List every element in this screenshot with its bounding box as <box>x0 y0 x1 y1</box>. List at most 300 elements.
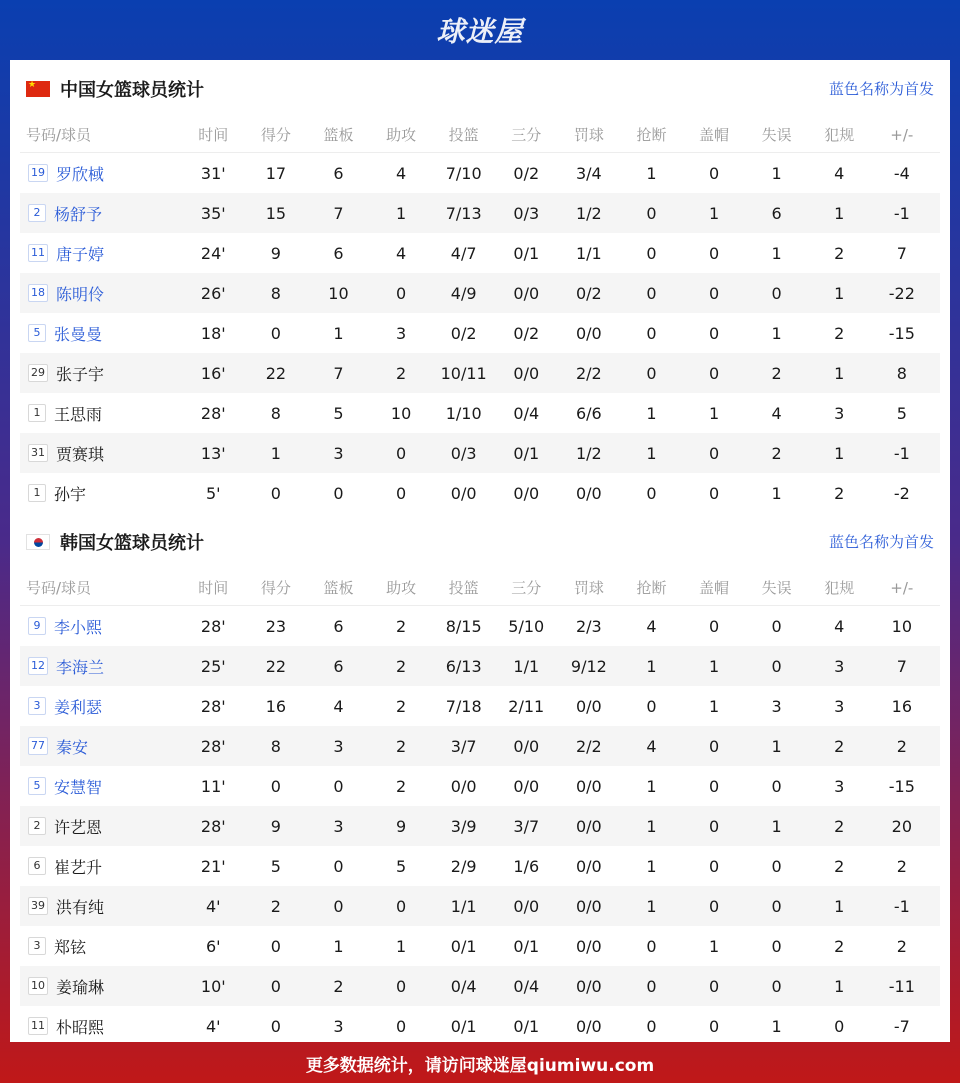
stat-cell: 0 <box>708 1016 720 1036</box>
jersey-number: 5 <box>28 777 46 795</box>
stat-cell: 6 <box>333 616 344 636</box>
stat-cell: 31' <box>200 163 226 183</box>
stat-cell: 0 <box>708 443 720 463</box>
player-cell <box>20 402 182 425</box>
player-name: 王思雨 <box>54 404 103 424</box>
stat-cell: 22 <box>265 363 287 383</box>
stat-cell: 2 <box>771 443 782 463</box>
player-row[interactable] <box>20 686 940 726</box>
stat-cell: -7 <box>893 1016 910 1036</box>
column-header: +/- <box>890 125 914 144</box>
player-name: 郑铉 <box>54 937 87 957</box>
stat-cell: 0/0 <box>513 776 540 796</box>
column-header: 抢断 <box>636 579 667 597</box>
player-row[interactable] <box>20 353 940 393</box>
column-header: 三分 <box>511 579 542 597</box>
stat-cell: 28' <box>200 736 226 756</box>
stat-cell: 2 <box>834 323 845 343</box>
stat-cell: 5 <box>333 403 344 423</box>
stat-cell: 4/9 <box>450 283 477 303</box>
stat-cell: 1 <box>771 163 782 183</box>
stat-cell: 0 <box>333 896 344 916</box>
stat-cell: 5 <box>395 856 407 876</box>
stat-cell: 0 <box>708 163 720 183</box>
stat-cell: 2/3 <box>575 616 602 636</box>
player-row[interactable] <box>20 153 940 193</box>
player-name[interactable]: 唐子婷 <box>56 244 105 264</box>
stat-cell: 0/0 <box>575 976 602 996</box>
stat-cell: 1 <box>646 656 657 676</box>
stat-cell: 1 <box>395 936 407 956</box>
stat-cell: 2 <box>834 816 845 836</box>
stat-cell: 1 <box>646 403 657 423</box>
column-header: 犯规 <box>824 126 855 144</box>
stat-cell: 0 <box>270 936 281 956</box>
player-cell <box>20 242 182 265</box>
player-name[interactable]: 姜利瑟 <box>54 697 103 717</box>
player-name[interactable]: 李海兰 <box>56 657 105 677</box>
stat-cell: -1 <box>893 203 910 223</box>
player-row[interactable] <box>20 233 940 273</box>
stat-cell: 0 <box>395 1016 407 1036</box>
stat-cell: 6/6 <box>575 403 602 423</box>
stat-cell: 1 <box>646 896 657 916</box>
player-cell <box>20 695 182 718</box>
stat-cell: 0 <box>708 283 720 303</box>
stat-cell: 2 <box>896 736 907 756</box>
stat-cell: 4 <box>646 736 657 756</box>
player-row[interactable] <box>20 846 940 886</box>
stat-cell: 2 <box>834 483 845 503</box>
stat-cell: 0 <box>646 283 657 303</box>
stat-cell: 0 <box>708 776 720 796</box>
stat-cell: 0 <box>708 856 720 876</box>
stat-cell: 18' <box>200 323 226 343</box>
stat-cell: -4 <box>893 163 910 183</box>
stat-cell: 0 <box>270 1016 281 1036</box>
stat-cell: 6 <box>333 243 344 263</box>
stat-cell: 1 <box>771 1016 782 1036</box>
stat-cell: 2 <box>395 736 407 756</box>
stat-cell: 3 <box>395 323 407 343</box>
player-cell <box>20 482 182 505</box>
stat-cell: 2 <box>395 656 407 676</box>
player-cell <box>20 615 182 638</box>
player-row[interactable] <box>20 766 940 806</box>
player-cell <box>20 162 182 185</box>
stat-cell: 11' <box>200 776 226 796</box>
stats-table <box>20 117 940 513</box>
column-header: 投篮 <box>448 126 479 144</box>
column-header: 时间 <box>198 579 229 597</box>
stat-cell: 0 <box>771 896 782 916</box>
stat-cell: 0/0 <box>575 936 602 956</box>
stat-cell: 1 <box>834 203 845 223</box>
stat-cell: 6/13 <box>445 656 482 676</box>
stats-panel <box>10 60 950 1042</box>
stat-cell: 3 <box>333 736 344 756</box>
jersey-number: 31 <box>28 444 48 462</box>
stat-cell: 0 <box>646 936 657 956</box>
site-logo: 球迷屋 <box>436 15 524 48</box>
stat-cell: 0 <box>646 976 657 996</box>
stat-cell: 0 <box>708 616 720 636</box>
stat-cell: 0/2 <box>513 163 540 183</box>
stat-cell: 4 <box>646 616 657 636</box>
stat-cell: 0/4 <box>513 976 540 996</box>
player-row[interactable] <box>20 273 940 313</box>
column-header: 号码/球员 <box>26 126 92 144</box>
player-name: 贾赛琪 <box>56 444 105 464</box>
player-row[interactable] <box>20 1006 940 1046</box>
stat-cell: 7/13 <box>445 203 482 223</box>
player-row[interactable] <box>20 313 940 353</box>
jersey-number: 29 <box>28 364 48 382</box>
stat-cell: 0 <box>771 856 782 876</box>
column-header: 犯规 <box>824 579 855 597</box>
player-name: 孙宇 <box>54 484 87 504</box>
stat-cell: 1 <box>270 443 281 463</box>
stat-cell: 0/3 <box>513 203 540 223</box>
player-cell <box>20 1015 182 1038</box>
stat-cell: 0 <box>708 323 720 343</box>
stat-cell: 0 <box>395 976 407 996</box>
player-row[interactable] <box>20 473 940 513</box>
stat-cell: 28' <box>200 816 226 836</box>
jersey-number: 2 <box>28 817 46 835</box>
stat-cell: 1 <box>771 323 782 343</box>
player-name: 张子宇 <box>56 364 105 384</box>
stat-cell: 9 <box>270 816 281 836</box>
stat-cell: 4 <box>395 243 407 263</box>
column-header: +/- <box>890 578 914 597</box>
player-row[interactable] <box>20 966 940 1006</box>
player-name[interactable]: 李小熙 <box>54 617 103 637</box>
jersey-number: 19 <box>28 164 48 182</box>
stat-cell: 3 <box>834 403 845 423</box>
player-row[interactable] <box>20 886 940 926</box>
stat-cell: 28' <box>200 403 226 423</box>
player-cell <box>20 735 182 758</box>
jersey-number: 11 <box>28 244 48 262</box>
stat-cell: 0 <box>646 243 657 263</box>
stat-cell: 7 <box>333 203 344 223</box>
stat-cell: 9 <box>395 816 407 836</box>
stat-cell: 3 <box>771 696 782 716</box>
player-cell <box>20 655 182 678</box>
stat-cell: 16 <box>891 696 912 716</box>
stat-cell: 1 <box>834 283 845 303</box>
stat-cell: 7 <box>896 243 907 263</box>
korea-flag-icon <box>26 534 50 550</box>
stat-cell: 5 <box>270 856 281 876</box>
player-name[interactable]: 罗欣棫 <box>56 164 105 184</box>
jersey-number: 39 <box>28 897 48 915</box>
stat-cell: 28' <box>200 616 226 636</box>
team-title: 韩国女篮球员统计 <box>60 532 204 554</box>
stat-cell: 1 <box>708 403 720 423</box>
player-row[interactable] <box>20 726 940 766</box>
section-header <box>20 60 940 117</box>
column-header: 盖帽 <box>699 126 730 144</box>
stat-cell: 0 <box>708 896 720 916</box>
stat-cell: 0/1 <box>450 936 477 956</box>
stat-cell: 22 <box>265 656 287 676</box>
stat-cell: 5/10 <box>508 616 545 636</box>
stat-cell: 0/0 <box>513 896 540 916</box>
stat-cell: 1 <box>708 696 720 716</box>
stat-cell: 20 <box>891 816 912 836</box>
stat-cell: 2 <box>395 616 407 636</box>
stat-cell: 5' <box>206 483 221 503</box>
stat-cell: 2 <box>896 856 907 876</box>
stat-cell: 1/1 <box>575 243 602 263</box>
player-name[interactable]: 张曼曼 <box>54 324 103 344</box>
stat-cell: -1 <box>893 896 910 916</box>
stat-cell: 0/0 <box>575 323 602 343</box>
player-row[interactable] <box>20 646 940 686</box>
stat-cell: 2 <box>395 696 407 716</box>
stat-cell: 2 <box>834 736 845 756</box>
stat-cell: 2 <box>834 243 845 263</box>
stat-cell: 8/15 <box>445 616 482 636</box>
stat-cell: 0/0 <box>575 896 602 916</box>
stat-cell: 0 <box>771 283 782 303</box>
stat-cell: 0 <box>270 323 281 343</box>
stat-cell: -15 <box>888 323 915 343</box>
stat-cell: 0/1 <box>513 243 540 263</box>
stat-cell: 0/1 <box>450 1016 477 1036</box>
stat-cell: 1 <box>333 936 344 956</box>
team-section-china <box>20 60 940 513</box>
column-header: 得分 <box>260 126 291 144</box>
player-cell <box>20 975 182 998</box>
stat-cell: 1/1 <box>513 656 540 676</box>
jersey-number: 12 <box>28 657 48 675</box>
player-cell <box>20 202 182 225</box>
stat-cell: 0/0 <box>575 776 602 796</box>
stat-cell: 2/11 <box>508 696 545 716</box>
stat-cell: 3 <box>834 656 845 676</box>
stat-cell: 21' <box>200 856 226 876</box>
stat-cell: 2 <box>395 776 407 796</box>
stat-cell: 13' <box>200 443 226 463</box>
stat-cell: -2 <box>893 483 910 503</box>
stat-cell: 0/1 <box>513 443 540 463</box>
stat-cell: 0/0 <box>575 816 602 836</box>
footer-banner: 更多数据统计，请访问球迷屋qiumiwu.com <box>305 1055 655 1076</box>
jersey-number: 2 <box>28 204 46 222</box>
stat-cell: 0 <box>395 443 407 463</box>
jersey-number: 3 <box>28 697 46 715</box>
stat-cell: 2 <box>896 936 907 956</box>
stat-cell: 3/9 <box>450 816 477 836</box>
stat-cell: 0 <box>333 856 344 876</box>
column-header: 抢断 <box>636 126 667 144</box>
stat-cell: 8 <box>270 283 281 303</box>
stat-cell: 23 <box>265 616 287 636</box>
jersey-number: 1 <box>28 404 46 422</box>
stat-cell: 5 <box>896 403 907 423</box>
stat-cell: 4 <box>834 163 845 183</box>
stat-cell: 0 <box>646 483 657 503</box>
column-header: 助攻 <box>386 126 417 144</box>
stat-cell: 1/2 <box>575 203 602 223</box>
stat-cell: 1 <box>834 976 845 996</box>
player-name[interactable]: 秦安 <box>56 737 89 757</box>
jersey-number: 1 <box>28 484 46 502</box>
stat-cell: 1 <box>333 323 344 343</box>
player-name[interactable]: 陈明伶 <box>56 284 105 304</box>
jersey-number: 10 <box>28 977 48 995</box>
stat-cell: 0 <box>270 976 281 996</box>
table-header-row <box>20 117 940 153</box>
stat-cell: 1/2 <box>575 443 602 463</box>
stat-cell: 7 <box>896 656 907 676</box>
player-name: 洪有纯 <box>56 897 105 917</box>
stat-cell: 0 <box>270 776 281 796</box>
stat-cell: 1 <box>646 816 657 836</box>
stat-cell: 0 <box>708 816 720 836</box>
stat-cell: 1 <box>834 443 845 463</box>
column-header: 号码/球员 <box>26 579 92 597</box>
stat-cell: -11 <box>888 976 915 996</box>
column-header: 罚球 <box>573 126 604 144</box>
stat-cell: 1/1 <box>450 896 477 916</box>
stat-cell: 0/2 <box>450 323 477 343</box>
player-cell <box>20 815 182 838</box>
jersey-number: 11 <box>28 1017 48 1035</box>
player-row[interactable] <box>20 433 940 473</box>
column-header: 失误 <box>761 126 792 144</box>
stat-cell: 4 <box>395 163 407 183</box>
column-header: 助攻 <box>386 579 417 597</box>
stat-cell: 1 <box>708 203 720 223</box>
stat-cell: 0 <box>834 1016 845 1036</box>
stat-cell: -15 <box>888 776 915 796</box>
player-cell <box>20 895 182 918</box>
player-cell <box>20 322 182 345</box>
stat-cell: 15 <box>265 203 287 223</box>
stat-cell: 2/2 <box>575 736 602 756</box>
stat-cell: 35' <box>200 203 226 223</box>
stat-cell: 0/4 <box>513 403 540 423</box>
stat-cell: 8 <box>896 363 907 383</box>
stat-cell: 16' <box>200 363 226 383</box>
stat-cell: 1 <box>646 856 657 876</box>
stat-cell: 9 <box>270 243 281 263</box>
jersey-number: 9 <box>28 617 46 635</box>
jersey-number: 18 <box>28 284 48 302</box>
player-row[interactable] <box>20 806 940 846</box>
stat-cell: 3 <box>834 696 845 716</box>
stat-cell: 8 <box>270 403 281 423</box>
stat-cell: 0 <box>646 1016 657 1036</box>
stat-cell: 3 <box>333 1016 344 1036</box>
stat-cell: 1 <box>771 483 782 503</box>
stat-cell: 0/0 <box>450 776 477 796</box>
stat-cell: 0 <box>395 283 407 303</box>
jersey-number: 6 <box>28 857 46 875</box>
jersey-number: 77 <box>28 737 48 755</box>
player-name: 姜瑜琳 <box>56 977 105 997</box>
stat-cell: 1 <box>771 816 782 836</box>
column-header: 失误 <box>761 579 792 597</box>
stat-cell: 9/12 <box>570 656 607 676</box>
stat-cell: 0 <box>771 776 782 796</box>
player-row[interactable] <box>20 393 940 433</box>
stat-cell: 2/9 <box>450 856 477 876</box>
stat-cell: 0 <box>333 483 344 503</box>
stat-cell: 3 <box>834 776 845 796</box>
stat-cell: 3 <box>333 816 344 836</box>
column-header: 篮板 <box>323 579 354 597</box>
stat-cell: 7 <box>333 363 344 383</box>
stat-cell: 0 <box>395 896 407 916</box>
player-name[interactable]: 安慧智 <box>54 777 103 797</box>
stat-cell: 0 <box>646 363 657 383</box>
player-name: 许艺恩 <box>54 817 103 837</box>
stat-cell: 0/0 <box>575 483 602 503</box>
stat-cell: 24' <box>200 243 226 263</box>
stat-cell: 1 <box>834 363 845 383</box>
jersey-number: 3 <box>28 937 46 955</box>
player-cell <box>20 775 182 798</box>
stat-cell: 16 <box>265 696 287 716</box>
stat-cell: 10 <box>390 403 412 423</box>
player-name: 朴昭熙 <box>56 1017 105 1037</box>
column-header: 时间 <box>198 126 229 144</box>
stat-cell: 0 <box>333 776 344 796</box>
stat-cell: 10 <box>891 616 912 636</box>
stat-cell: 0/0 <box>575 696 602 716</box>
stat-cell: 2 <box>395 363 407 383</box>
player-name: 崔艺升 <box>54 857 103 877</box>
stat-cell: 2 <box>333 976 344 996</box>
player-name[interactable]: 杨舒予 <box>54 204 103 224</box>
stat-cell: 6' <box>206 936 221 956</box>
player-row[interactable] <box>20 606 940 646</box>
team-section-korea <box>20 513 940 1046</box>
stat-cell: 0/0 <box>575 1016 602 1036</box>
stat-cell: 0/0 <box>450 483 477 503</box>
stat-cell: 0/3 <box>450 443 477 463</box>
player-cell <box>20 282 182 305</box>
section-header <box>20 513 940 570</box>
stat-cell: 3 <box>333 443 344 463</box>
stat-cell: 0/0 <box>513 483 540 503</box>
stat-cell: 10' <box>200 976 226 996</box>
stat-cell: 2 <box>834 936 845 956</box>
jersey-number: 5 <box>28 324 46 342</box>
stat-cell: 0 <box>708 243 720 263</box>
column-header: 篮板 <box>323 126 354 144</box>
stat-cell: 2 <box>834 856 845 876</box>
stat-cell: 1 <box>771 243 782 263</box>
player-row[interactable] <box>20 926 940 966</box>
stat-cell: 1 <box>646 443 657 463</box>
player-row[interactable] <box>20 193 940 233</box>
stat-cell: 0/2 <box>575 283 602 303</box>
stat-cell: 1 <box>771 736 782 756</box>
stat-cell: 0/0 <box>513 363 540 383</box>
stat-cell: 2 <box>270 896 281 916</box>
stat-cell: 0/1 <box>513 1016 540 1036</box>
team-title: 中国女篮球员统计 <box>60 79 204 101</box>
column-header: 得分 <box>260 579 291 597</box>
stat-cell: 4 <box>834 616 845 636</box>
stat-cell: 0 <box>646 323 657 343</box>
